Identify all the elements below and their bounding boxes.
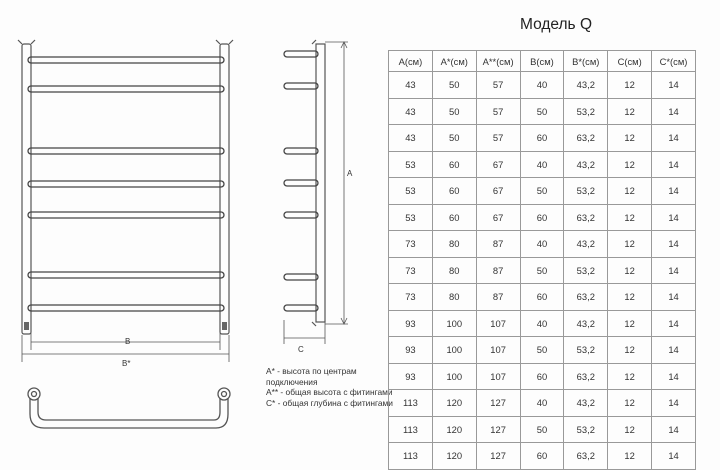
table-cell: 14 (652, 72, 696, 99)
table-cell: 43,2 (564, 231, 608, 258)
table-cell: 127 (476, 416, 520, 443)
table-cell: 60 (432, 178, 476, 205)
table-row (389, 98, 696, 125)
table-cell: 40 (520, 72, 564, 99)
height-A-label: A (347, 169, 353, 178)
table-cell: 14 (652, 337, 696, 364)
table-cell: 12 (608, 98, 652, 125)
table-cell: 14 (652, 443, 696, 470)
table-cell: 12 (608, 125, 652, 152)
table-cell: 93 (389, 363, 433, 390)
table-cell: 43,2 (564, 72, 608, 99)
table-row (389, 231, 696, 258)
table-cell: 12 (608, 390, 652, 417)
table-cell: 12 (608, 284, 652, 311)
header-cell: А(см) (389, 51, 433, 72)
table-cell: 50 (520, 178, 564, 205)
table-cell: 127 (476, 390, 520, 417)
table-cell: 100 (432, 363, 476, 390)
table-cell: 57 (476, 125, 520, 152)
height-dimension (325, 42, 348, 324)
table-cell: 14 (652, 204, 696, 231)
header-cell: С(см) (608, 51, 652, 72)
legend-item: A** - общая высота с фитингами (266, 387, 393, 398)
table-cell: 120 (432, 443, 476, 470)
table-row (389, 310, 696, 337)
table-row (389, 72, 696, 99)
table-cell: 14 (652, 363, 696, 390)
table-row (389, 443, 696, 470)
legend-item: C* - общая глубина с фитингами (266, 397, 393, 408)
table-cell: 43 (389, 72, 433, 99)
header-cell: В(см) (520, 51, 564, 72)
table-cell: 12 (608, 151, 652, 178)
header-cell: А*(см) (432, 51, 476, 72)
table-cell: 53,2 (564, 98, 608, 125)
table-cell: 107 (476, 310, 520, 337)
table-cell: 14 (652, 284, 696, 311)
table-cell: 87 (476, 284, 520, 311)
table-cell: 14 (652, 390, 696, 417)
table-row (389, 337, 696, 364)
legend (266, 366, 396, 408)
left-rail (22, 44, 31, 334)
table-cell: 63,2 (564, 204, 608, 231)
table-cell: 50 (520, 337, 564, 364)
table-cell: 14 (652, 125, 696, 152)
table-cell: 67 (476, 204, 520, 231)
table-cell: 40 (520, 151, 564, 178)
width-B-star-label: B* (122, 359, 131, 368)
rungs (28, 57, 224, 311)
right-rail (220, 44, 229, 334)
table-cell: 100 (432, 310, 476, 337)
table-cell: 14 (652, 151, 696, 178)
side-rungs (284, 51, 318, 311)
table-cell: 12 (608, 363, 652, 390)
table-cell: 12 (608, 204, 652, 231)
table-cell: 80 (432, 257, 476, 284)
table-cell: 67 (476, 151, 520, 178)
table-cell: 60 (520, 363, 564, 390)
width-B-label: B (125, 337, 131, 346)
table-cell: 50 (432, 72, 476, 99)
table-body (389, 72, 696, 470)
table-cell: 60 (520, 204, 564, 231)
table-cell: 63,2 (564, 125, 608, 152)
table-cell: 120 (432, 390, 476, 417)
depth-dimension (284, 320, 325, 344)
table-cell: 14 (652, 178, 696, 205)
table-cell: 107 (476, 363, 520, 390)
table-row (389, 284, 696, 311)
table-cell: 53,2 (564, 257, 608, 284)
table-cell: 40 (520, 310, 564, 337)
table-row (389, 204, 696, 231)
table-cell: 14 (652, 231, 696, 258)
table-cell: 127 (476, 443, 520, 470)
header-row (389, 51, 696, 72)
table-cell: 53 (389, 204, 433, 231)
table-cell: 12 (608, 231, 652, 258)
table-cell: 63,2 (564, 284, 608, 311)
table-cell: 100 (432, 337, 476, 364)
table-cell: 43 (389, 98, 433, 125)
table-cell: 73 (389, 231, 433, 258)
table-cell: 12 (608, 72, 652, 99)
table-cell: 50 (432, 125, 476, 152)
table-cell: 14 (652, 416, 696, 443)
table-cell: 14 (652, 98, 696, 125)
table-cell: 12 (608, 310, 652, 337)
header-cell: В*(см) (564, 51, 608, 72)
table-cell: 73 (389, 284, 433, 311)
table-cell: 53 (389, 151, 433, 178)
table-cell: 80 (432, 284, 476, 311)
table-cell: 12 (608, 257, 652, 284)
table-cell: 67 (476, 178, 520, 205)
table-cell: 43,2 (564, 310, 608, 337)
table-cell: 50 (520, 257, 564, 284)
table-title: Модель Q (520, 16, 592, 33)
table-cell: 113 (389, 443, 433, 470)
table-cell: 60 (520, 125, 564, 152)
spec-table (388, 50, 696, 470)
table-cell: 14 (652, 310, 696, 337)
table-cell: 57 (476, 72, 520, 99)
table-cell: 80 (432, 231, 476, 258)
table-cell: 63,2 (564, 443, 608, 470)
table-row (389, 257, 696, 284)
table-cell: 40 (520, 390, 564, 417)
table-cell: 50 (520, 416, 564, 443)
table-cell: 57 (476, 98, 520, 125)
table-cell: 53,2 (564, 416, 608, 443)
table-row (389, 178, 696, 205)
table-cell: 53,2 (564, 178, 608, 205)
table-row (389, 151, 696, 178)
table-cell: 87 (476, 231, 520, 258)
table-cell: 12 (608, 416, 652, 443)
table-cell: 43,2 (564, 390, 608, 417)
table-cell: 107 (476, 337, 520, 364)
table-cell: 43,2 (564, 151, 608, 178)
table-cell: 87 (476, 257, 520, 284)
table-row (389, 363, 696, 390)
table-cell: 93 (389, 337, 433, 364)
table-cell: 53 (389, 178, 433, 205)
legend-item: A* - высота по центрам подключения (266, 366, 357, 387)
top-view (28, 388, 230, 428)
table-cell: 113 (389, 416, 433, 443)
table-cell: 60 (520, 443, 564, 470)
table-cell: 53,2 (564, 337, 608, 364)
table-cell: 14 (652, 257, 696, 284)
table-cell: 60 (432, 151, 476, 178)
front-view (18, 40, 233, 334)
table-cell: 113 (389, 390, 433, 417)
table-cell: 43 (389, 125, 433, 152)
table-cell: 60 (432, 204, 476, 231)
table-cell: 60 (520, 284, 564, 311)
table-cell: 93 (389, 310, 433, 337)
table-cell: 73 (389, 257, 433, 284)
table-cell: 12 (608, 337, 652, 364)
side-view (284, 40, 325, 326)
table-cell: 12 (608, 178, 652, 205)
table-cell: 50 (432, 98, 476, 125)
table-row (389, 390, 696, 417)
depth-C-label: C (298, 345, 304, 354)
header-cell: А**(см) (476, 51, 520, 72)
table-cell: 40 (520, 231, 564, 258)
table-cell: 120 (432, 416, 476, 443)
header-cell: С*(см) (652, 51, 696, 72)
table-cell: 63,2 (564, 363, 608, 390)
table-row (389, 416, 696, 443)
table-cell: 50 (520, 98, 564, 125)
table-row (389, 125, 696, 152)
table-cell: 12 (608, 443, 652, 470)
